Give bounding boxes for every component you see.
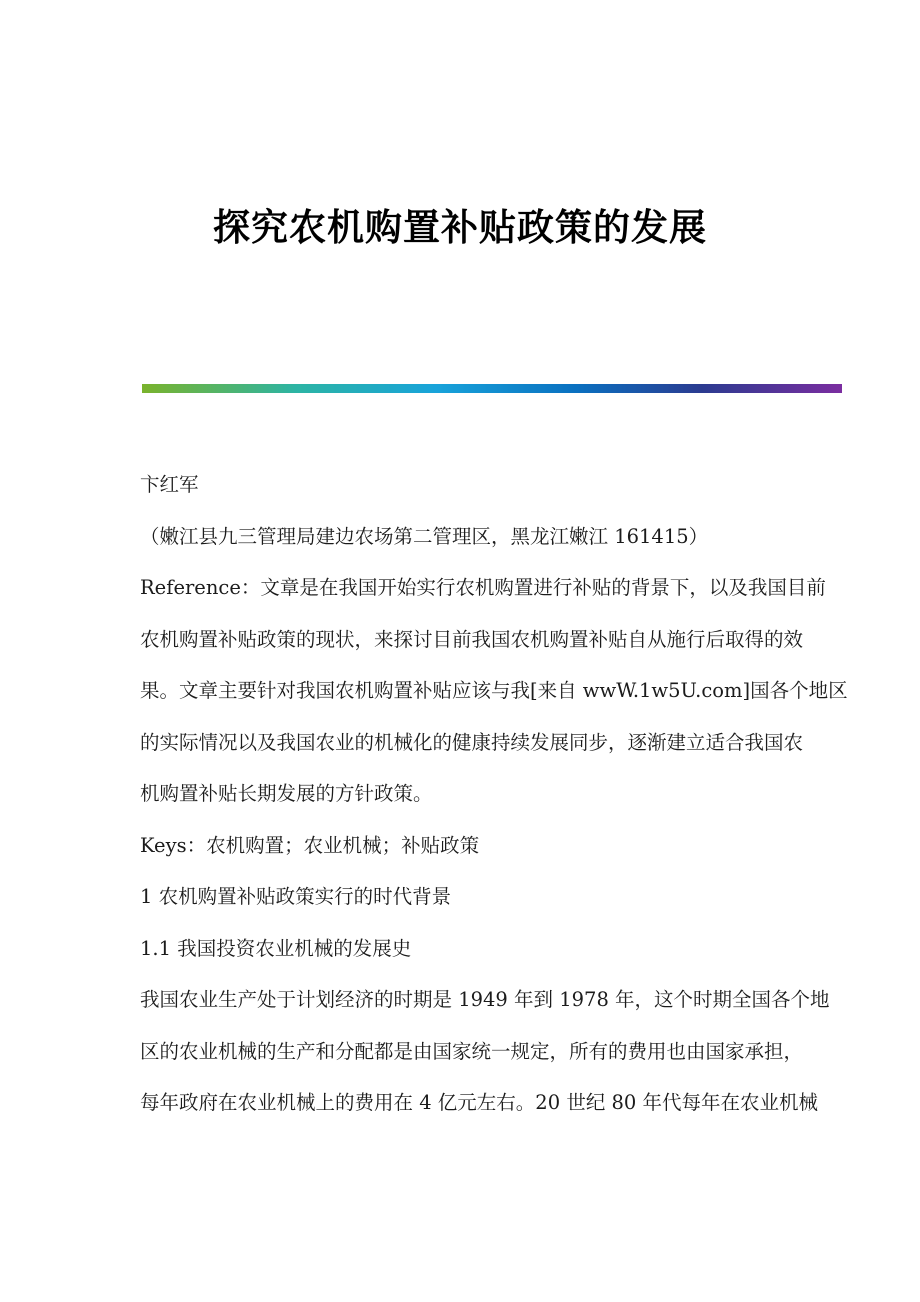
abstract-line: Reference：文章是在我国开始实行农机购置进行补贴的背景下，以及我国目前 [140,576,826,599]
body-line: 每年政府在农业机械上的费用在 4 亿元左右。20 世纪 80 年代每年在农业机械 [140,1091,819,1114]
body-line: 我国农业生产处于计划经济的时期是 1949 年到 1978 年，这个时期全国各个地 [140,988,830,1011]
gradient-divider [142,384,842,393]
body-line: 区的农业机械的生产和分配都是由国家统一规定，所有的费用也由国家承担， [140,1039,804,1063]
abstract-line: 的实际情况以及我国农业的机械化的健康持续发展同步，逐渐建立适合我国农 [140,730,804,754]
abstract-line: 农机购置补贴政策的现状，来探讨目前我国农机购置补贴自从施行后取得的效 [140,627,804,651]
section-heading-1-1: 1.1 我国投资农业机械的发展史 [140,936,412,960]
affiliation-line: （嫩江县九三管理局建边农场第二管理区，黑龙江嫩江 161415） [140,524,709,548]
abstract-line: 果。文章主要针对我国农机购置补贴应该与我[来自 wwW.1w5U.com]国各个地区 [140,679,848,702]
abstract-line: 机购置补贴长期发展的方针政策。 [140,782,433,805]
document-body [140,459,848,1129]
keywords-line: Keys：农机购置；农业机械；补贴政策 [140,833,480,857]
author-line: 卞红军 [140,473,199,496]
document-title: 探究农机购置补贴政策的发展 [213,205,707,249]
section-heading-1: 1 农机购置补贴政策实行的时代背景 [140,885,452,908]
